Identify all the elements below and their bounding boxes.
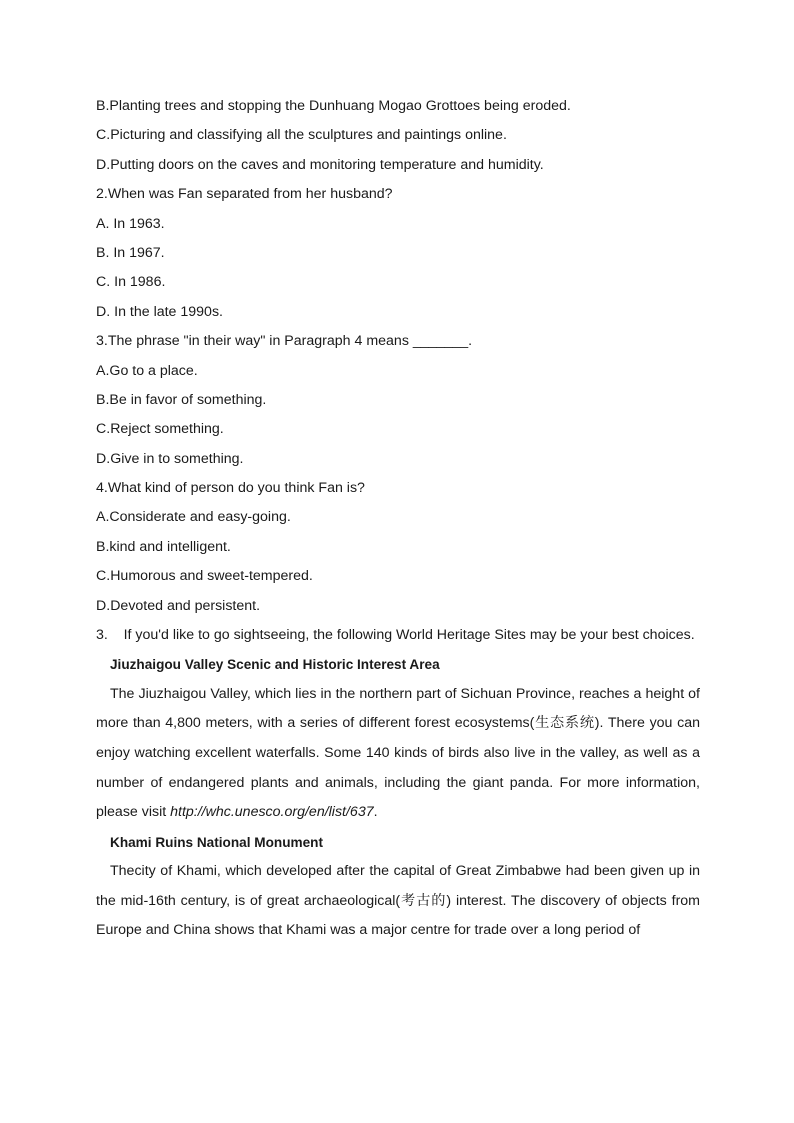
question-3-option-c: C.Reject something. <box>96 421 224 438</box>
site-1-title: Jiuzhaigou Valley Scenic and Historic Interest Area <box>110 657 440 673</box>
site-2-description: Thecity of Khami, which developed after the capital of Great Zimbabwe had been given up in the mid-16th century, is of great archaeological(考古的) interest. The discovery of objects from Europe and China shows that Khami was a major centre for trade over a long period of <box>96 863 700 939</box>
question-4-option-c: C.Humorous and sweet-tempered. <box>96 568 313 585</box>
question-2-option-c: C. In 1986. <box>96 274 166 291</box>
question-3-option-b: B.Be in favor of something. <box>96 391 267 408</box>
question-4-option-b: B.kind and intelligent. <box>96 538 231 555</box>
question-2-option-b: B. In 1967. <box>96 244 165 261</box>
question-2-option-a: A. In 1963. <box>96 215 165 232</box>
question-3-option-d: D.Give in to something. <box>96 450 244 467</box>
question-4-option-a: A.Considerate and easy-going. <box>96 509 291 526</box>
question-4-text: 4.What kind of person do you think Fan is? <box>96 480 365 497</box>
site-1-text: The Jiuzhaigou Valley, which lies in the northern part of Sichuan Province, reaches a height of more than 4,800 meters, with a series of different forest ecosystems(生态系统). There you can enjoy watching excellent waterfalls. Some 140 kinds of birds also live in the valley, as well as a number of endangered plants and animals, including the giant panda. For more information, please visit <box>96 685 700 821</box>
site-1-description <box>96 680 700 828</box>
question-4-option-d: D.Devoted and persistent. <box>96 597 261 614</box>
question-1-option-b: B.Planting trees and stopping the Dunhuang Mogao Grottoes being eroded. <box>96 98 571 114</box>
question-3-option-a: A.Go to a place. <box>96 362 198 379</box>
question-2-option-d: D. In the late 1990s. <box>96 303 223 320</box>
question-2-text: 2.When was Fan separated from her husband? <box>96 186 393 203</box>
site-1-end: . <box>373 804 378 821</box>
document-page <box>96 92 700 946</box>
site-1-url-link[interactable]: http://whc.unesco.org/en/list/637 <box>170 804 374 821</box>
site-2-title: Khami Ruins National Monument <box>110 834 323 850</box>
question-1-option-d: D.Putting doors on the caves and monitoring temperature and humidity. <box>96 156 544 173</box>
passage-3-intro: 3. If you'd like to go sightseeing, the following World Heritage Sites may be your best choices. <box>96 627 695 644</box>
question-1-option-c: C.Picturing and classifying all the sculptures and paintings online. <box>96 127 507 144</box>
question-3-text: 3.The phrase "in their way" in Paragraph 4 means _______. <box>96 333 473 350</box>
